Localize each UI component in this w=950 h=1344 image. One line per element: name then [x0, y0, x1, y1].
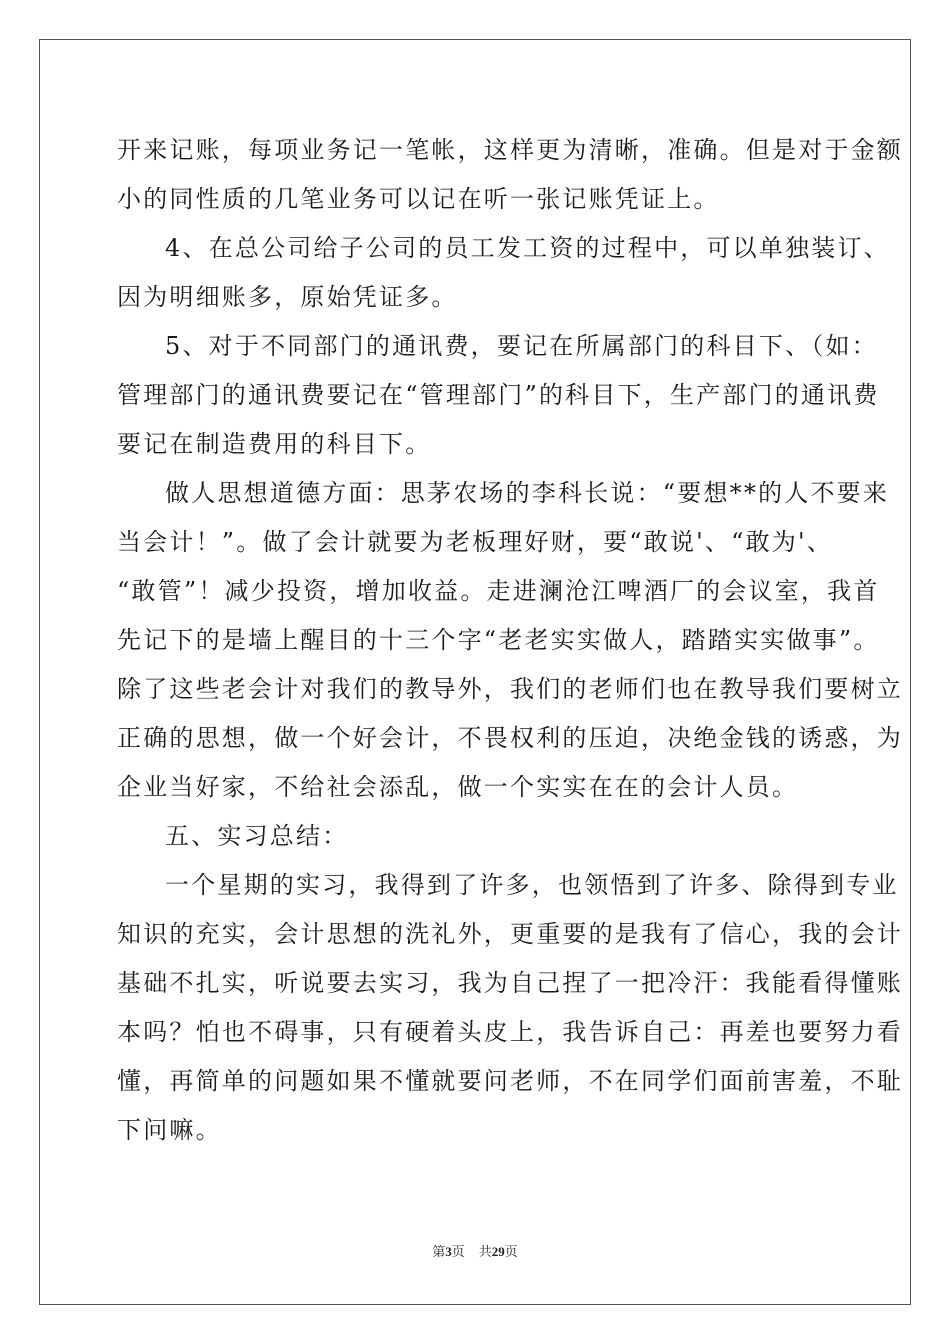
text-line-19: 本吗？怕也不碍事，只有硬着头皮上，我告诉自己：再差也要努力看	[117, 1018, 903, 1046]
text-line-14: 企业当好家，不给社会添乱，做一个实实在在的会计人员。	[117, 773, 799, 801]
text-line-2: 小的同性质的几笔业务可以记在听一张记账凭证上。	[117, 185, 720, 213]
text-line-12: 除了这些老会计对我们的教导外，我们的老师们也在教导我们要树立	[117, 675, 903, 703]
text-line-13: 正确的思想，做一个好会计，不畏权利的压迫，决绝金钱的诱惑，为	[117, 724, 903, 752]
page-indicator: 第3页	[432, 1244, 465, 1260]
text-line-17: 知识的充实，会计思想的洗礼外，更重要的是我有了信心，我的会计	[117, 920, 903, 948]
text-line-21: 下问嘛。	[117, 1116, 222, 1144]
text-line-5: 5、对于不同部门的通讯费，要记在所属部门的科目下、（如：	[165, 332, 878, 360]
page-footer	[0, 1244, 950, 1261]
text-line-7: 要记在制造费用的科目下。	[117, 430, 432, 458]
text-line-18: 基础不扎实，听说要去实习，我为自己捏了一把冷汗：我能看得懂账	[117, 969, 903, 997]
text-line-20: 懂，再简单的问题如果不懂就要问老师，不在同学们面前害羞，不耻	[117, 1067, 903, 1095]
text-line-4: 因为明细账多，原始凭证多。	[117, 283, 458, 311]
total-pages-indicator: 共29页	[478, 1244, 518, 1260]
text-line-9: 当会计！”。做了会计就要为老板理好财，要“敢说'、“敢为'、	[117, 528, 834, 556]
text-line-11: 先记下的是墙上醒目的十三个字“老老实实做人，踏踏实实做事”。	[117, 626, 880, 654]
section-heading: 五、实习总结：	[165, 822, 349, 850]
text-line-3: 4、在总公司给子公司的员工发工资的过程中，可以单独装订、	[165, 234, 890, 262]
text-line-6: 管理部门的通讯费要记在“管理部门”的科目下，生产部门的通讯费	[117, 381, 880, 409]
text-line-8: 做人思想道德方面：思茅农场的李科长说：“要想**的人不要来	[165, 479, 890, 507]
text-line-10: “敢管”！减少投资，增加收益。走进澜沧江啤酒厂的会议室，我首	[117, 577, 880, 605]
text-line-1: 开来记账，每项业务记一笔帐，这样更为清晰，准确。但是对于金额	[117, 136, 903, 164]
text-line-16: 一个星期的实习，我得到了许多，也领悟到了许多、除得到专业	[165, 871, 899, 899]
document-body	[117, 126, 903, 1155]
